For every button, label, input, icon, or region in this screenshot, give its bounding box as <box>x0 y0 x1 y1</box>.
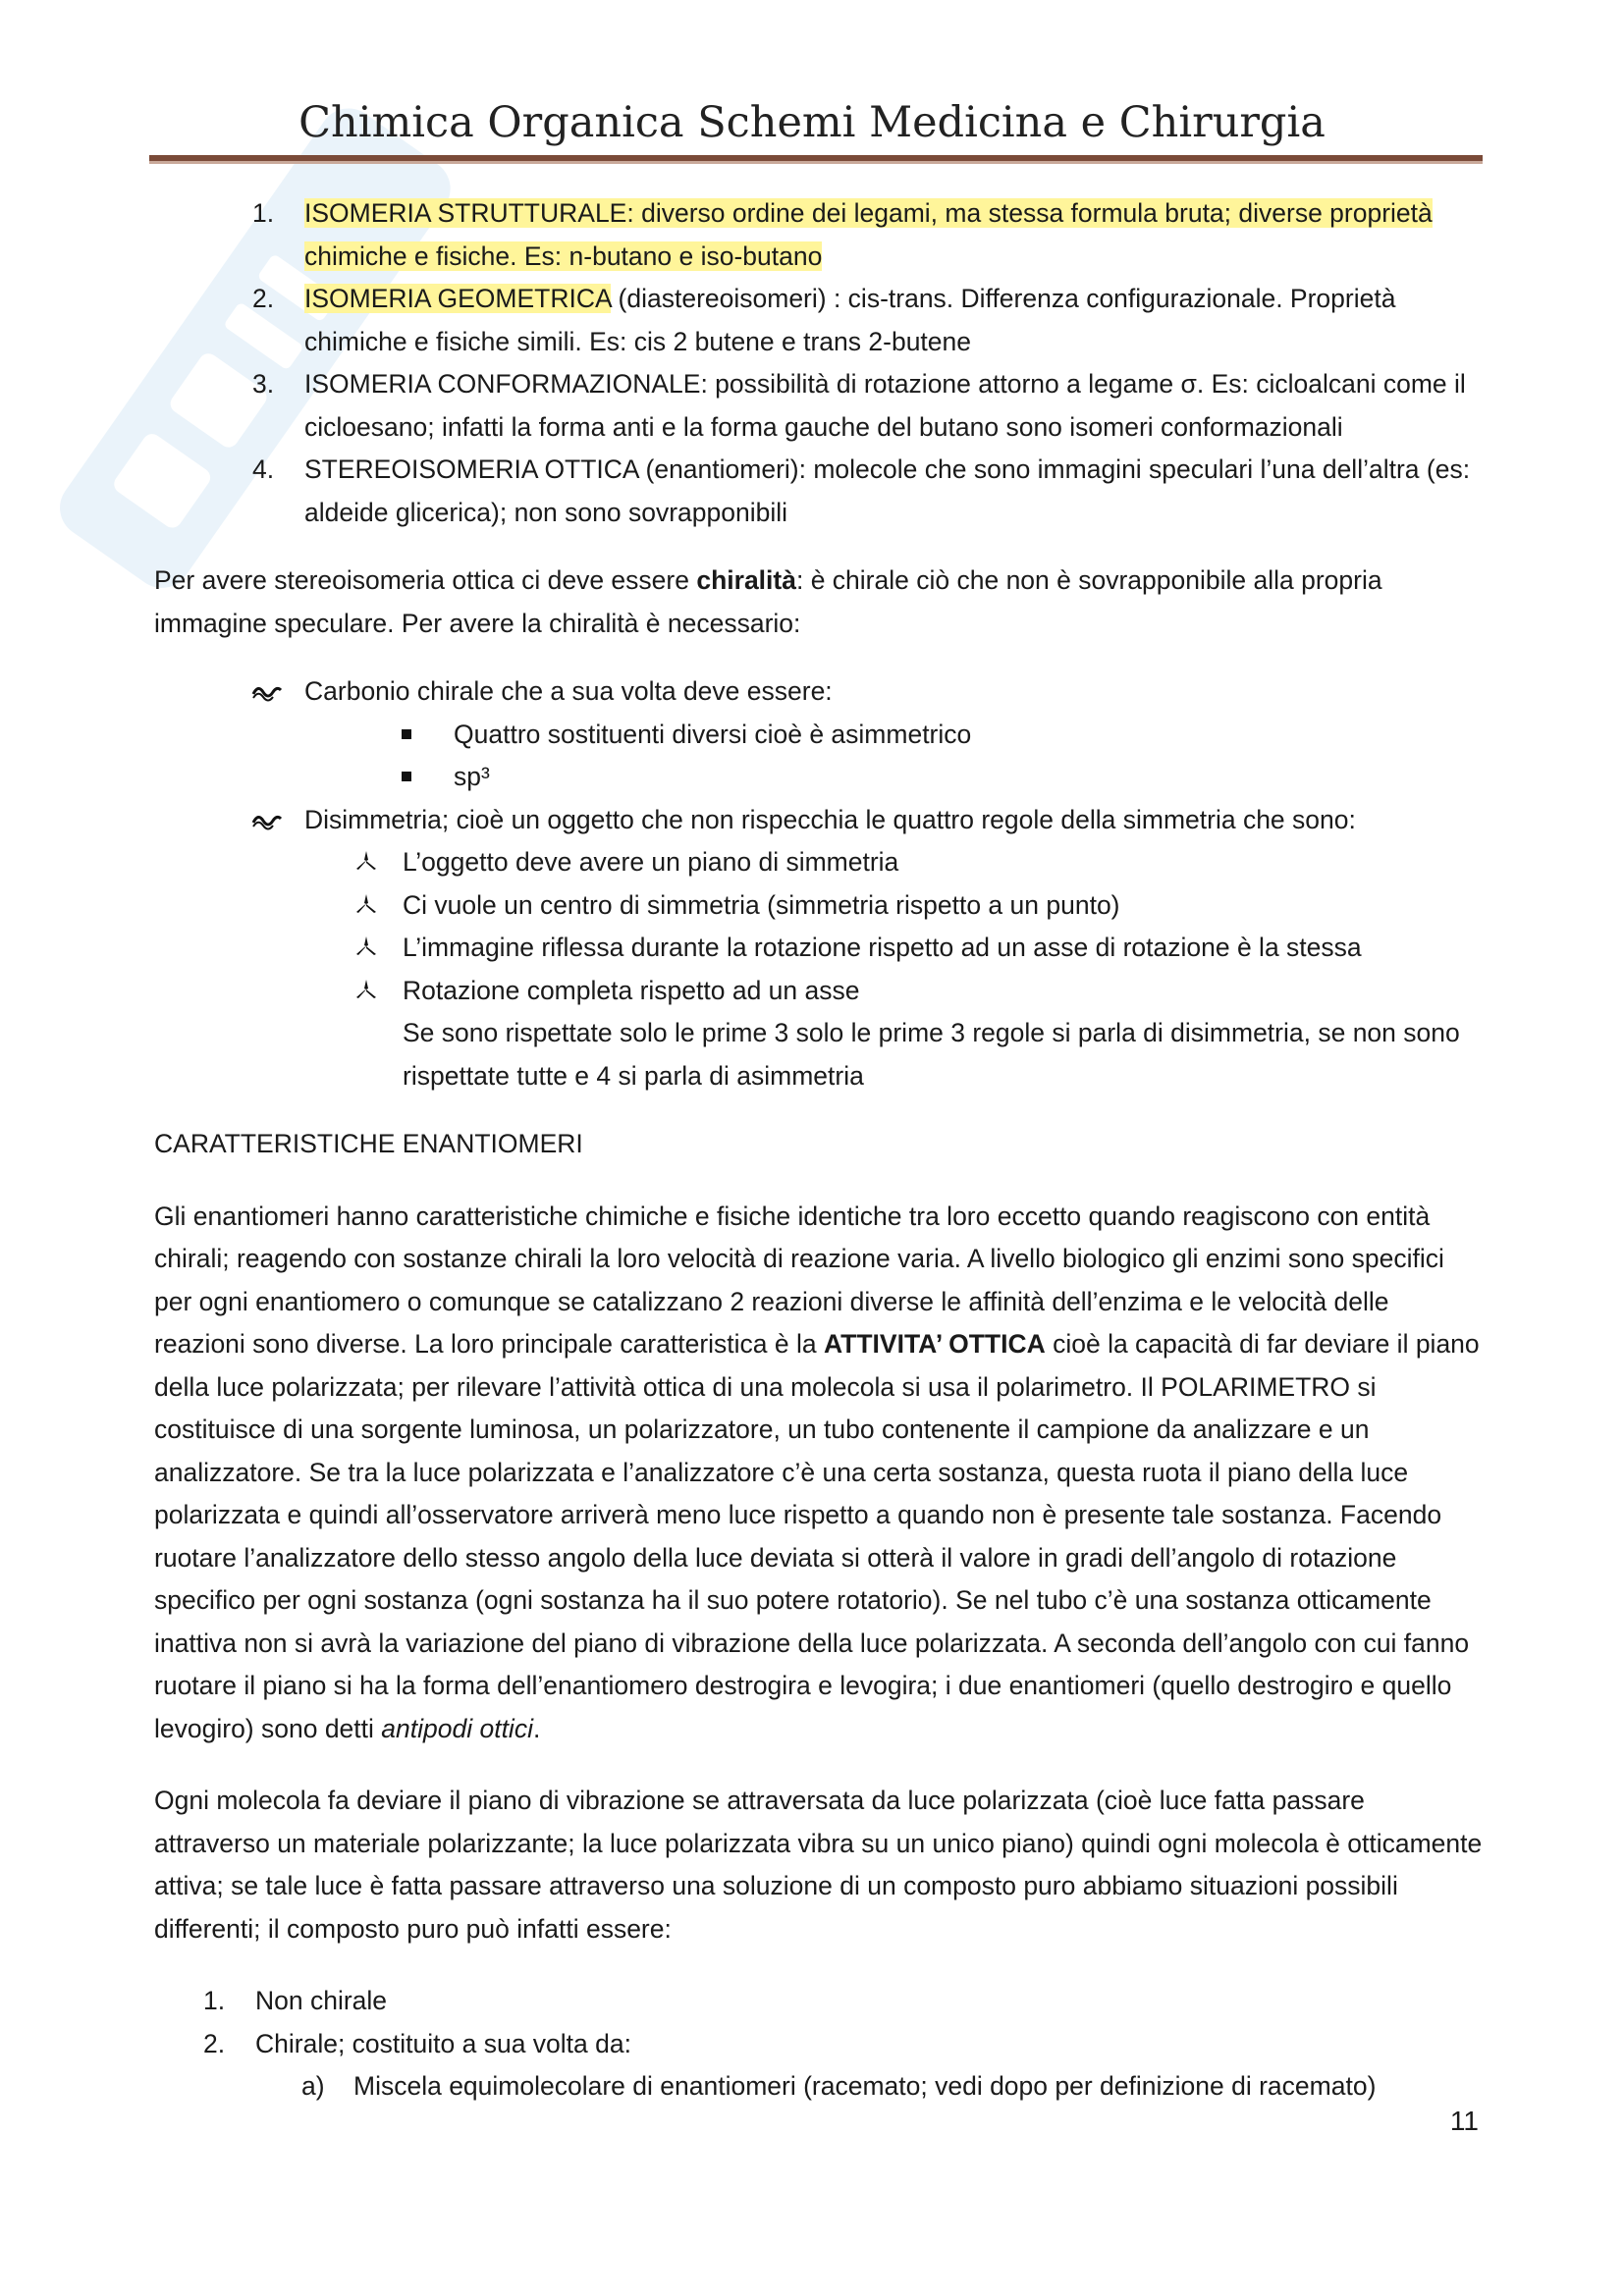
sub-bullet-text: sp³ <box>454 762 490 791</box>
rule-text: L’oggetto deve avere un piano di simmetria <box>403 847 899 877</box>
term-highlighted: ISOMERIA STRUTTURALE: <box>304 198 634 228</box>
molecule-paragraph: Ogni molecola fa deviare il piano di vibrazione se attraversata da luce polarizzata (cioè luce fatta passare attraverso un materiale polarizzante; la luce polarizzata vibra su un unico piano) quindi ogni molecola è otticamente attiva; se tale luce è fatta passare attraverso una soluzione di un composto puro abbiamo situazioni possibili differenti; il composto puro può infatti essere: <box>154 1786 1483 1944</box>
header-divider <box>149 155 1483 161</box>
sub-bullet-text: Quattro sostituenti diversi cioè è asimmetrico <box>454 719 972 749</box>
list-number: 2. <box>203 2028 226 2058</box>
chirality-paragraph <box>154 560 1485 645</box>
rule-text: Ci vuole un centro di simmetria (simmetria rispetto a un punto) <box>403 889 1120 920</box>
term-label: ISOMERIA CONFORMAZIONALE: <box>304 369 708 399</box>
bold-term: ATTIVITA’ OTTICA <box>824 1329 1046 1359</box>
text-run: Per avere stereoisomeria ottica ci deve essere <box>154 565 697 595</box>
term-highlighted: ISOMERIA GEOMETRICA <box>304 284 612 313</box>
square-bullet-icon <box>402 772 411 781</box>
term-description: diverso ordine dei legami, ma stessa formula bruta; diverse proprietà chimiche e fisiche. Es: n-butano e iso-butano <box>304 198 1433 271</box>
square-bullet-icon <box>402 729 411 739</box>
list-item <box>154 363 1485 449</box>
section-heading: CARATTERISTICHE ENANTIOMERI <box>154 1129 583 1158</box>
term-label: STEREOISOMERIA OTTICA <box>304 454 639 484</box>
triad-bullet-icon <box>354 849 378 873</box>
list-text: Chirale; costituito a sua volta da: <box>255 2028 631 2058</box>
triad-bullet-icon <box>354 934 378 958</box>
term-description: possibilità di rotazione attorno a legame σ. Es: cicloalcani come il cicloesano; infatti la forma anti e la forma gauche del butano sono isomeri conformazionali <box>304 369 1466 442</box>
list-number: 3. <box>252 369 275 399</box>
page-number: 11 <box>1449 2106 1479 2136</box>
rule-text: L’immagine riflessa durante la rotazione rispetto ad un asse di rotazione è la stessa <box>403 933 1362 962</box>
term-description: (diastereoisomeri) : cis-trans. Differenza configurazionale. Proprietà chimiche e fisiche simili. Es: cis 2 butene e trans 2-butene <box>304 284 1396 356</box>
text-run: cioè la capacità di far deviare il piano della luce polarizzata; per rilevare l’attività ottica di una molecola si usa il polarimetro. Il POLARIMETRO si costituisce di una sorgente luminosa, un polarizzatore, un tubo contenente il campione da analizzare e un analizzatore. Se tra la luce polarizzata e l’analizzatore c’è una certa sostanza, questa ruota il piano della luce polarizzata e quindi all’osservatore arriverà meno luce rispetto a quando non è presente tale sostanza. Facendo ruotare l’analizzatore dello stesso angolo della luce deviata si otterà il valore in gradi dell’angolo di rotazione specifico per ogni sostanza (ogni sostanza ha il suo potere rotatorio). Se nel tubo c’è una sostanza otticamente inattiva non si avrà la variazione del piano di vibrazione della luce polarizzata. A seconda dell’angolo con cui fanno ruotare il piano si ha la forma dell’enantiomero destrogira e levogira; i due enantiomeri (quello destrogiro e quello levogiro) sono detti <box>154 1329 1480 1743</box>
sub-list-label: a) <box>301 2071 325 2101</box>
rule-item <box>154 841 1485 884</box>
list-number: 1. <box>203 1986 226 2015</box>
triad-bullet-icon <box>354 978 378 1001</box>
bullet-carbon <box>154 670 1485 714</box>
sub-bullet <box>154 756 1485 799</box>
bullet-dissymmetry <box>154 799 1485 842</box>
rule-text: Rotazione completa rispetto ad un asse <box>403 975 860 1005</box>
text-run: Gli enantiomeri hanno caratteristiche chimiche e fisiche identiche tra loro eccetto quando reagiscono con entità chirali; reagendo con sostanze chirali la loro velocità di reazione varia. A livello biologico gli enzimi sono specifici per ogni enantiomero o comunque se catalizzano 2 reazioni diverse le affinità dell’enzima e le velocità delle reazioni sono diverse. La loro principale caratteristica è la <box>154 1201 1444 1359</box>
triad-bullet-icon <box>354 892 378 916</box>
list-item <box>154 2023 1485 2066</box>
bold-term: chiralità <box>696 565 796 595</box>
list-number: 1. <box>252 198 275 228</box>
text-run: : è chirale ciò che non è sovrapponibile alla propria immagine speculare. Per avere la chiralità è necessario: <box>154 565 1382 638</box>
page-content <box>154 192 1485 2109</box>
compound-list <box>154 1980 1485 2065</box>
list-item <box>154 449 1485 534</box>
list-item <box>154 278 1485 363</box>
rules-note: Se sono rispettate solo le prime 3 solo le prime 3 regole si parla di disimmetria, se non sono rispettate tutte e 4 si parla di asimmetria <box>403 1018 1460 1091</box>
list-number: 2. <box>252 284 275 313</box>
list-text: Non chirale <box>255 1986 388 2015</box>
list-item <box>154 192 1485 278</box>
sub-bullet <box>154 714 1485 757</box>
text-run: . <box>532 1713 541 1743</box>
term-description: (enantiomeri): molecole che sono immagini speculari l’una dell’altra (es: aldeide glicerica); non sono sovrapponibili <box>304 454 1471 527</box>
sub-list-text: Miscela equimolecolare di enantiomeri (racemato; vedi dopo per definizione di racemato) <box>353 2071 1377 2101</box>
italic-term: antipodi ottici <box>381 1713 533 1743</box>
enantiomers-paragraph <box>154 1196 1485 1751</box>
list-item <box>154 1980 1485 2023</box>
squiggle-bullet-icon <box>250 799 284 841</box>
squiggle-bullet-icon <box>250 670 284 713</box>
rule-item <box>154 884 1485 928</box>
bullet-text: Disimmetria; cioè un oggetto che non rispecchia le quattro regole della simmetria che sono: <box>304 804 1356 834</box>
list-number: 4. <box>252 454 275 484</box>
rule-item <box>154 970 1485 1013</box>
rule-item <box>154 927 1485 970</box>
page-header-title: Chimica Organica Schemi Medicina e Chirurgia <box>298 98 1326 147</box>
bullet-text: Carbonio chirale che a sua volta deve essere: <box>304 676 833 706</box>
isomerism-list <box>154 192 1485 534</box>
sub-list-item <box>154 2065 1485 2109</box>
